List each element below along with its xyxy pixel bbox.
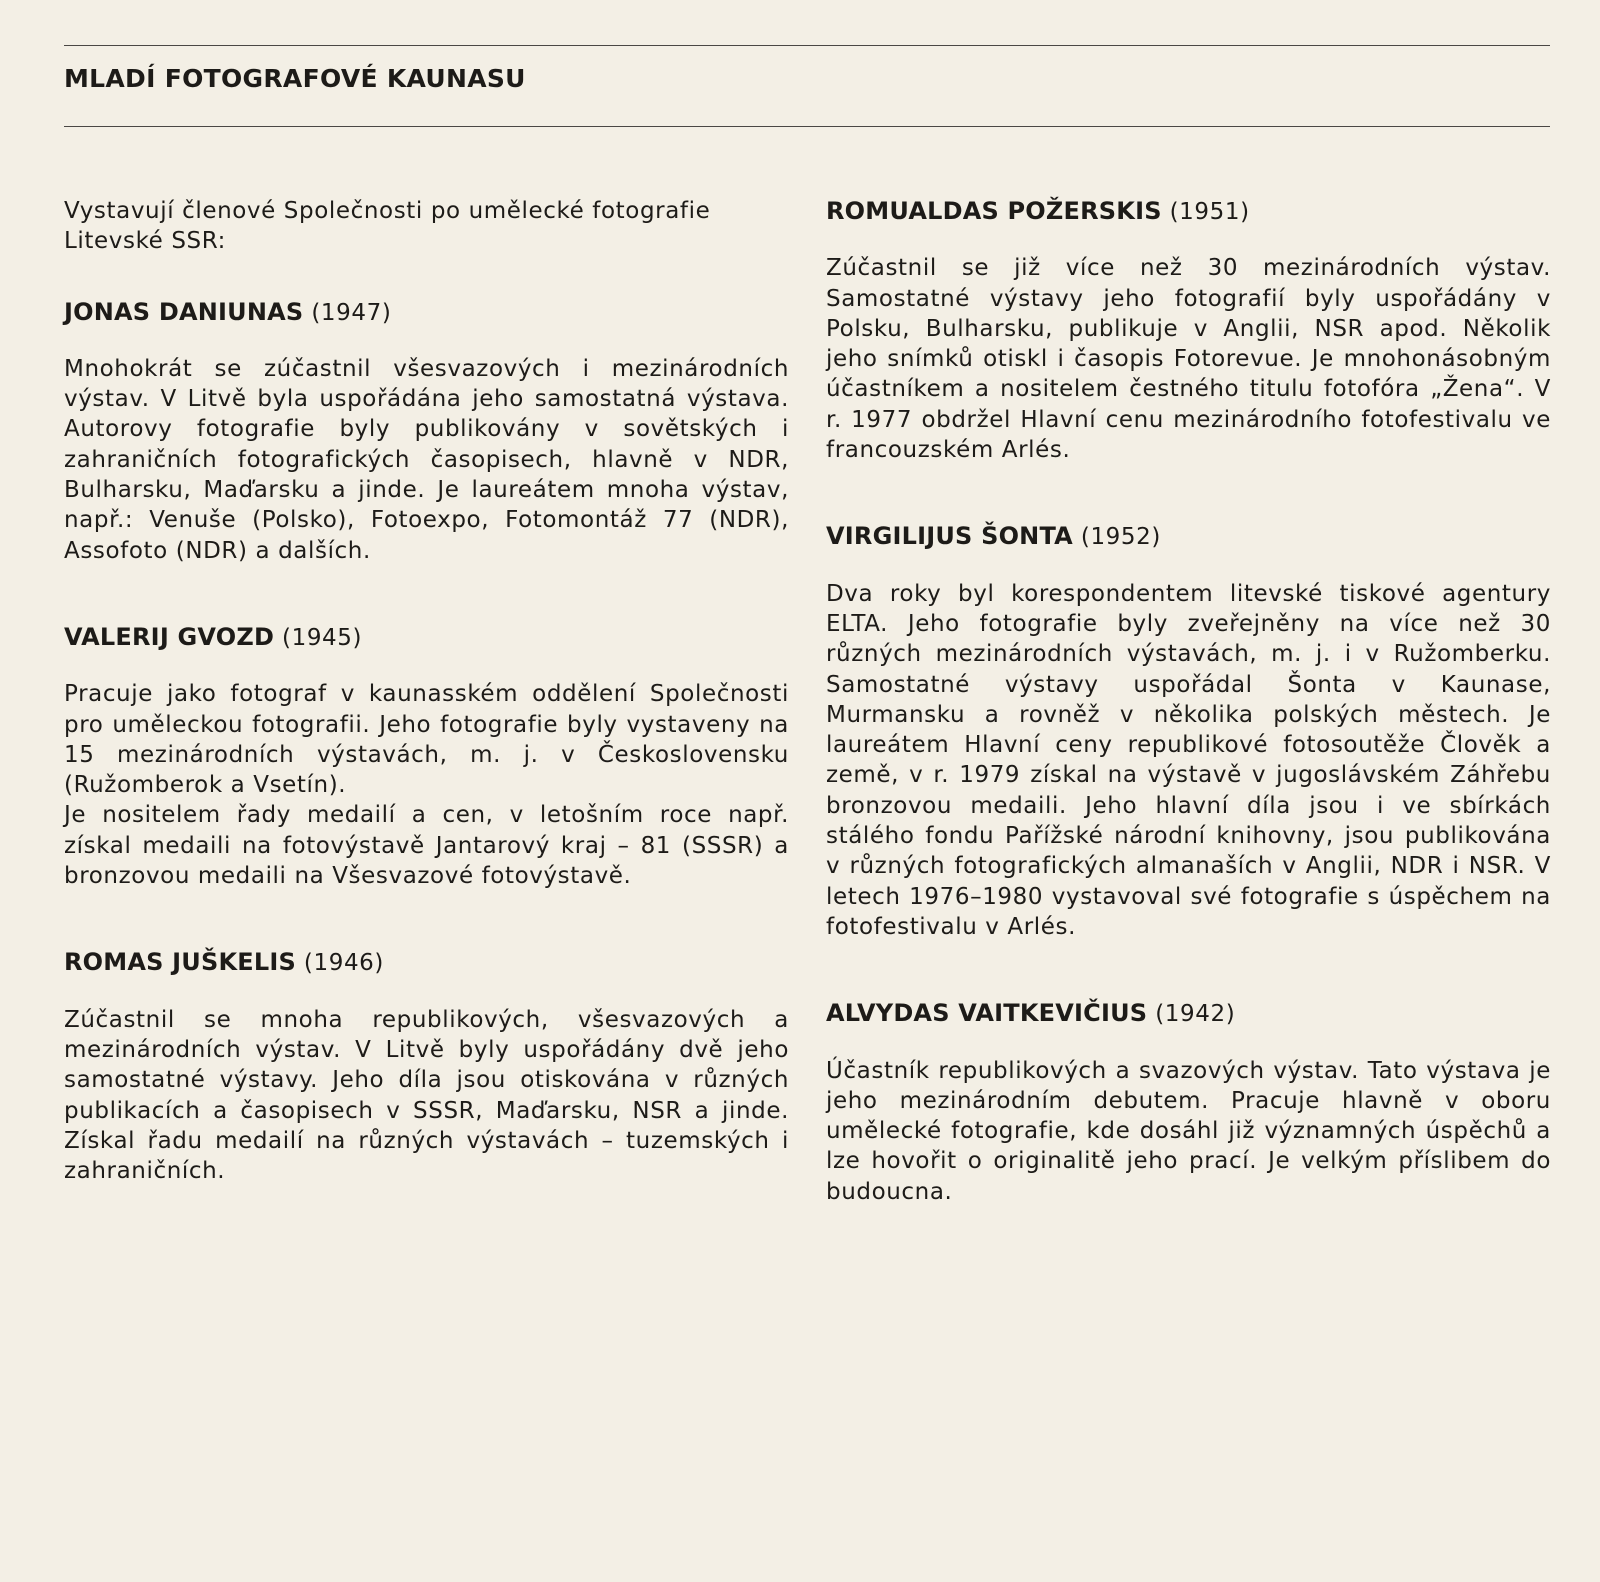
page-title: MLADÍ FOTOGRAFOVÉ KAUNASU — [64, 64, 526, 93]
photographer-bio: Mnohokrát se zúčastnil všesvazových i mezinárodních výstav. V Litvě byla uspořádána jeho samostatná výstava. Autorovy fotografie byly publikovány v sovětských i zahraničních fotografických časopisech, hlavně v NDR, Bulharsku, Maďarsku a jinde. Je laureátem mnoha výstav, např.: Venuše (Polsko), Fotoexpo, Fotomontáž 77 (NDR), Assofoto (NDR) a dalších. — [64, 355, 789, 564]
photographer-bio: Zúčastnil se již více než 30 mezinárodních výstav. Samostatné výstavy jeho fotografií byly uspořádány v Polsku, Bulharsku, publikuje v Anglii, NSR apod. Několik jeho snímků otiskl i časopis Fotorevue. Je mnohonásobným účastníkem a nositelem čestného titulu fotofóra „Žena“. V r. 1977 obdržel Hlavní cenu mezinárodního fotofestivalu ve francouzském Arlés. — [826, 255, 1551, 464]
photographer-heading — [64, 622, 789, 653]
bio-section-daniunas — [64, 297, 789, 566]
photographer-name: ALVYDAS VAITKEVIČIUS — [826, 999, 1148, 1028]
right-column — [826, 196, 1551, 1263]
bio-section-sonta — [826, 521, 1551, 942]
top-rule — [64, 45, 1550, 46]
title-underline-rule — [64, 126, 1550, 127]
birth-year: (1952) — [1080, 524, 1161, 551]
photographer-heading — [826, 998, 1551, 1029]
photographer-name: ROMUALDAS POŽERSKIS — [826, 197, 1162, 225]
intro-text: Vystavují členové Společnosti po umělecké fotografie Litevské SSR: — [64, 198, 711, 255]
photographer-name: ROMAS JUŠKELIS — [64, 948, 296, 977]
photographer-bio: Účastník republikových a svazových výstav. Tato výstava je jeho mezinárodním debutem. Pracuje hlavně v oboru umělecké fotografie, kde dosáhl již významných úspěchů a lze hovořit o originalitě jeho prací. Je velkým příslibem do budoucna. — [826, 1057, 1551, 1205]
photographer-heading — [64, 297, 789, 328]
bio-section-gvozd — [64, 622, 789, 891]
photographer-name: VIRGILIJUS ŠONTA — [826, 522, 1073, 551]
photographer-bio: Zúčastnil se mnoha republikových, všesvazových a mezinárodních výstav. V Litvě byly uspořádány dvě jeho samostatné výstavy. Jeho díla jsou otiskována v různých publikacích a časopisech v SSSR, Maďarsku, NSR a jinde. Získal řadu medailí na různých výstavách – tuzemských i zahraničních. — [64, 1006, 789, 1185]
photographer-heading — [826, 521, 1551, 552]
birth-year: (1947) — [311, 299, 392, 326]
birth-year: (1951) — [1169, 199, 1250, 225]
photographer-heading — [64, 947, 789, 978]
bio-section-vaitkevicius — [826, 998, 1551, 1207]
birth-year: (1946) — [303, 950, 384, 977]
photographer-bio-continued: Je nositelem řady medailí a cen, v letošním roce např. získal medaili na fotovýstavě Jantarový kraj – 81 (SSSR) a bronzovou medaili na Všesvazové fotovýstavě. — [64, 802, 789, 890]
bio-section-juskelis — [64, 947, 789, 1186]
birth-year: (1945) — [282, 624, 363, 651]
birth-year: (1942) — [1155, 1001, 1236, 1028]
left-column — [64, 196, 789, 1242]
photographer-bio: Dva roky byl korespondentem litevské tiskové agentury ELTA. Jeho fotografie byly zveřejněny na více než 30 různých mezinárodních výstavách, m. j. i v Ružomberku. Samostatné výstavy uspořádal Šonta v Kaunase, Murmansku a rovněž v několika polských městech. Je laureátem Hlavní ceny republikové fotosoutěže Člověk a země, v r. 1979 získal na výstavě v jugoslávském Záhřebu bronzovou medaili. Jeho hlavní díla jsou i ve sbírkách stálého fondu Pařížské národní knihovny, jsou publikována v různých fotografických almanaších v Anglii, NDR i NSR. V letech 1976–1980 vystavoval své fotografie s úspěchem na fotofestivalu v Arlés. — [826, 580, 1551, 940]
bio-section-pozerskis — [826, 196, 1551, 465]
photographer-name: JONAS DANIUNAS — [64, 297, 304, 326]
photographer-bio: Pracuje jako fotograf v kaunasském oddělení Společnosti pro uměleckou fotografii. Jeho fotografie byly vystaveny na 15 mezinárodních výstavách, m. j. v Československu (Ružomberok a Vsetín). — [64, 681, 789, 799]
photographer-heading — [826, 196, 1551, 227]
photographer-name: VALERIJ GVOZD — [64, 622, 275, 651]
